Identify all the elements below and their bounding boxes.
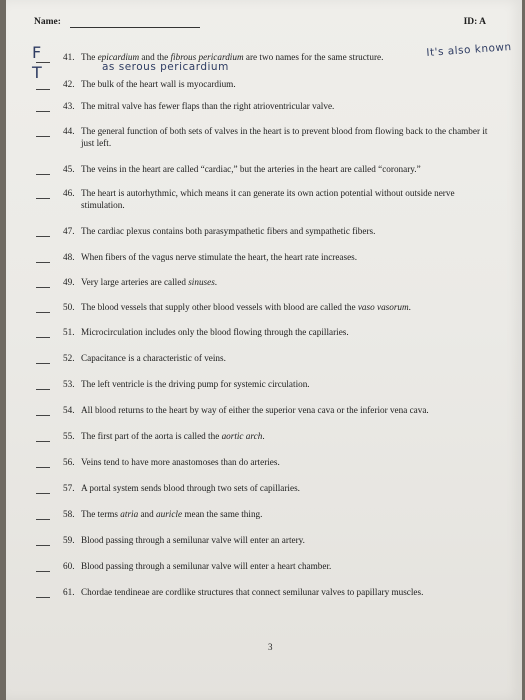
- question-number: 54.: [63, 405, 75, 415]
- handwritten-answer-41: F: [32, 43, 42, 62]
- question-text: A portal system sends blood through two sets of capillaries.: [81, 483, 300, 493]
- question-number: 46.: [63, 188, 75, 198]
- answer-blank[interactable]: [36, 519, 50, 520]
- question-number: 44.: [63, 126, 75, 136]
- worksheet-header: [34, 17, 486, 31]
- answer-blank[interactable]: [36, 467, 50, 468]
- answer-blank[interactable]: [36, 111, 50, 112]
- question-text: When fibers of the vagus nerve stimulate the heart, the heart rate increases.: [81, 252, 358, 262]
- question-text: The heart is autorhythmic, which means it can generate its own action potential without outside nerve stimulation.: [81, 188, 455, 210]
- question-number: 43.: [63, 101, 75, 111]
- question-text: The mitral valve has fewer flaps than the right atrioventricular valve.: [81, 101, 335, 111]
- question-text: The general function of both sets of valves in the heart is to prevent blood from flowing back to the chamber it just left.: [81, 126, 488, 148]
- question-number: 41.: [63, 52, 75, 62]
- answer-blank[interactable]: [36, 493, 50, 494]
- question-text: Blood passing through a semilunar valve will enter a heart chamber.: [81, 561, 332, 571]
- answer-blank[interactable]: [36, 287, 50, 288]
- answer-blank[interactable]: [36, 89, 50, 90]
- answer-blank[interactable]: [36, 236, 50, 237]
- page-number: 3: [268, 642, 273, 652]
- answer-blank[interactable]: [36, 312, 50, 313]
- answer-blank[interactable]: [36, 337, 50, 338]
- question-text: The bulk of the heart wall is myocardium.: [81, 79, 236, 89]
- question-number: 59.: [63, 535, 75, 545]
- question-text: The blood vessels that supply other blood vessels with blood are called the vaso vasorum.: [81, 302, 411, 312]
- question-text: Capacitance is a characteristic of veins.: [81, 353, 226, 363]
- question-text: Veins tend to have more anastomoses than do arteries.: [81, 457, 280, 467]
- question-number: 58.: [63, 509, 75, 519]
- question-text: The epicardium and the fibrous pericardium are two names for the same structure.: [81, 52, 384, 62]
- answer-blank[interactable]: [36, 389, 50, 390]
- handwritten-note-right-41: It's also known: [426, 41, 513, 59]
- answer-blank[interactable]: [36, 597, 50, 598]
- answer-blank[interactable]: [36, 262, 50, 263]
- question-number: 57.: [63, 483, 75, 493]
- answer-blank[interactable]: [36, 198, 50, 199]
- answer-blank[interactable]: [36, 136, 50, 137]
- question-text: The veins in the heart are called “cardiac,” but the arteries in the heart are called “coronary.”: [81, 164, 421, 174]
- question-text: Blood passing through a semilunar valve will enter an artery.: [81, 535, 305, 545]
- answer-blank[interactable]: [36, 571, 50, 572]
- handwritten-answer-42: T: [32, 63, 43, 82]
- answer-blank[interactable]: [36, 441, 50, 442]
- question-number: 61.: [63, 587, 75, 597]
- answer-blank[interactable]: [36, 174, 50, 175]
- question-number: 42.: [63, 79, 75, 89]
- question-number: 55.: [63, 431, 75, 441]
- question-number: 52.: [63, 353, 75, 363]
- answer-blank[interactable]: [36, 545, 50, 546]
- question-text: The cardiac plexus contains both parasympathetic fibers and sympathetic fibers.: [81, 226, 376, 236]
- question-number: 48.: [63, 252, 75, 262]
- worksheet-page: [6, 0, 522, 700]
- question-number: 49.: [63, 277, 75, 287]
- question-number: 53.: [63, 379, 75, 389]
- id-label: ID: A: [463, 17, 486, 27]
- question-number: 51.: [63, 327, 75, 337]
- answer-blank[interactable]: [36, 363, 50, 364]
- name-label: Name:: [34, 17, 61, 27]
- question-number: 45.: [63, 164, 75, 174]
- handwritten-note-under-41: as serous pericardium: [102, 61, 229, 73]
- question-text: Chordae tendineae are cordlike structures that connect semilunar valves to papillary muscles.: [81, 587, 424, 597]
- name-line: [70, 27, 200, 28]
- question-text: The terms atria and auricle mean the same thing.: [81, 509, 263, 519]
- question-number: 47.: [63, 226, 75, 236]
- question-text: Microcirculation includes only the blood flowing through the capillaries.: [81, 327, 349, 337]
- question-number: 60.: [63, 561, 75, 571]
- question-text: The left ventricle is the driving pump for systemic circulation.: [81, 379, 310, 389]
- answer-blank[interactable]: [36, 415, 50, 416]
- question-text: All blood returns to the heart by way of either the superior vena cava or the inferior vena cava.: [81, 405, 429, 415]
- question-number: 50.: [63, 302, 75, 312]
- question-text: Very large arteries are called sinuses.: [81, 277, 218, 287]
- question-number: 56.: [63, 457, 75, 467]
- question-text: The first part of the aorta is called the aortic arch.: [81, 431, 265, 441]
